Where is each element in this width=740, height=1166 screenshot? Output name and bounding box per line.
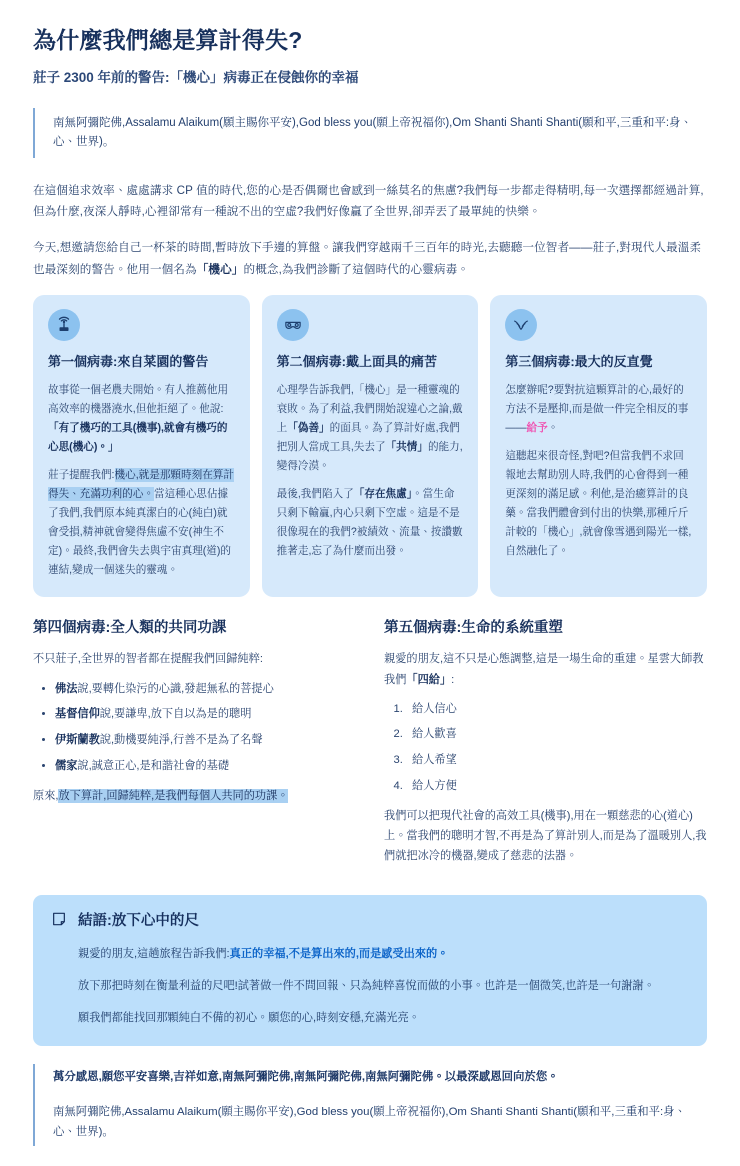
sprinkler-icon <box>48 309 80 341</box>
section-five <box>384 619 707 878</box>
conclusion-paragraph-1 <box>78 945 687 965</box>
bullet-1-term: 佛法 <box>55 682 78 695</box>
bullet-2-term: 基督信仰 <box>55 708 100 721</box>
list-item <box>55 732 356 749</box>
list-item: 3. 給人希望 <box>406 752 707 769</box>
opening-blockquote-text: 南無阿彌陀佛,Assalamu Alaikum(願主賜你平安),God bless you(願上帝祝福你),Om Shanti Shanti Shanti(願和平,三重和平:身、心、世界)。 <box>53 116 693 148</box>
section-four-title: 第四個病毒:全人類的共同功課 <box>33 619 227 636</box>
section-four-bullet-list <box>33 681 356 775</box>
virus-card-2-p1-e: 的能力,變得冷漠。 <box>276 441 463 473</box>
section-five-term-sigei: 「四給」 <box>406 673 452 686</box>
bullet-3-text: 說,動機要純淨,行善不是為了名聲 <box>99 734 263 747</box>
virus-card-2-paragraph-1 <box>277 381 464 476</box>
conclusion-p1-a: 親愛的朋友,這趟旅程告訴我們: <box>78 948 230 961</box>
section-four-closing-a: 原來, <box>33 789 59 802</box>
wings-icon <box>505 309 537 341</box>
bullet-4-term: 儒家 <box>55 759 78 772</box>
virus-card-3-paragraph-1 <box>505 381 692 438</box>
conclusion-header <box>51 911 687 932</box>
conclusion-p1-emphasis: 真正的幸福,不是算出來的,而是感受出來的。 <box>229 948 449 961</box>
virus-card-1-p1-quote: 「有了機巧的工具(機事),就會有機巧的心思(機心)。」 <box>48 422 228 454</box>
virus-card-2-paragraph-2 <box>277 485 464 561</box>
virus-card-1-title: 第一個病毒:來自菜園的警告 <box>48 354 209 370</box>
virus-card-1-paragraph-1 <box>48 381 235 457</box>
section-four-closing <box>33 786 356 806</box>
conclusion-paragraph-3: 願我們都能找回那顆純白不備的初心。願您的心,時刻安穩,充滿光亮。 <box>78 1011 420 1024</box>
page-title: 為什麼我們總是算計得失? <box>33 27 303 53</box>
section-five-lead-a: 親愛的朋友,這不只是心態調整,這是一場生命的重建。星雲大師教我們 <box>384 653 704 686</box>
section-four <box>33 619 356 878</box>
virus-card-2-term-weishan: 「偽善」 <box>287 422 330 434</box>
virus-card-1 <box>33 295 250 596</box>
conclusion-paragraph-2: 放下那把時刻在衡量利益的尺吧!試著做一件不問回報、只為純粹喜悅而做的小事。也許是一個微笑,也許是一句謝謝。 <box>78 979 655 992</box>
virus-card-grid <box>33 295 707 596</box>
virus-card-3-title: 第三個病毒:最大的反直覺 <box>505 354 653 370</box>
bullet-3-term: 伊斯蘭教 <box>55 734 100 747</box>
virus-card-2-p2-c: 。當生命只剩下輸贏,內心只剩下空虛。這是不是很像現在的我們?被績效、流量、按讚數推著走,忘了為什麼而出發。 <box>276 488 463 558</box>
virus-card-2 <box>262 295 479 596</box>
virus-card-3-paragraph-2: 這聽起來很奇怪,對吧?但當我們不求回報地去幫助別人時,我們的心會得到一種更深刻的滿足感。利他,是治癒算計的良藥。當我們體會到付出的快樂,那種斤斤計較的「機心」,就會像雪遇到陽光一樣,自然融化了。 <box>505 450 692 558</box>
virus-card-2-term-gongqing: 「共情」 <box>385 441 428 454</box>
intro-paragraph-2-part-a: 今天,想邀請您給自己一杯茶的時間,暫時放下手邊的算盤。讓我們穿越兩千三百年的時光,去聽聽一位智者——莊子,對現代人最溫柔也最深刻的警告。他用一個名為 <box>33 241 702 276</box>
virus-card-3-p1-a: 怎麼辦呢?要對抗這顆算計的心,最好的方法不是壓抑,而是做一件完全相反的事—— <box>505 383 689 434</box>
list-item <box>55 758 356 775</box>
virus-card-1-p2-a: 莊子提醒我們: <box>48 469 115 482</box>
mask-icon <box>277 309 309 341</box>
bullet-2-text: 說,要謙卑,放下自以為是的聰明 <box>99 708 252 721</box>
section-five-title: 第五個病毒:生命的系統重塑 <box>384 619 563 636</box>
section-five-lead-c: : <box>451 673 455 686</box>
virus-card-1-p2-b: 當這種心思佔據了我們,我們原本純真潔白的心(純白)就會受損,精神就會變得焦慮不安(神生不定)。最終,我們會失去與宇宙真理(道)的連結,變成一個迷失的靈魂。 <box>48 488 232 577</box>
virus-card-2-p1-a: 心理學告訴我們,「機心」是一種靈魂的衰敗。為了利益,我們開始說違心之論,戴上 <box>276 383 463 434</box>
list-item: 4. 給人方便 <box>406 778 707 795</box>
section-four-closing-highlight: 放下算計,回歸純粹,是我們每個人共同的功課。 <box>58 789 289 802</box>
list-item: 1. 給人信心 <box>406 701 707 718</box>
virus-card-2-p1-c: 的面具。為了算計好處,我們把別人當成工具,失去了 <box>276 422 460 454</box>
section-five-closing: 我們可以把現代社會的高效工具(機事),用在一顆慈悲的心(道心)上。當我們的聰明才智,不再是為了算計別人,而是為了溫暖別人,我們就把冰冷的機器,變成了慈悲的法器。 <box>384 809 707 863</box>
section-four-lead: 不只莊子,全世界的智者都在提醒我們回歸純粹: <box>33 653 263 666</box>
intro-term-jixin: 「機心」 <box>196 262 244 276</box>
footer-closing-quote: 南無阿彌陀佛,Assalamu Alaikum(願主賜你平安),God bless you(願上帝祝福你),Om Shanti Shanti Shanti(願和平,三重和平:身、心、世界)。 <box>53 1106 686 1138</box>
intro-paragraph-1: 在這個追求效率、處處講求 CP 值的時代,您的心是否偶爾也會感到一絲莫名的焦慮?我們每一步都走得精明,每一次選擇都經過計算,但為什麼,夜深人靜時,心裡卻常有一種說不出的空虛?我們好像贏了全世界,卻弄丟了最單純的快樂。 <box>33 183 704 219</box>
conclusion-callout <box>33 895 707 1046</box>
conclusion-body <box>51 945 687 1028</box>
bullet-4-text: 說,誠意正心,是和諧社會的基礎 <box>77 759 230 772</box>
virus-card-2-term-cunzai-jiaolv: 「存在焦慮」 <box>353 488 413 501</box>
section-five-lead <box>384 649 707 689</box>
bullet-1-text: 說,要轉化染污的心識,發起無私的菩提心 <box>77 682 274 695</box>
intro-paragraph-2 <box>33 237 707 280</box>
virus-card-1-highlight: 機心,就是那顆時刻在算計得失、充滿功利的心。 <box>48 469 234 501</box>
virus-card-1-p1-a: 故事從一個老農夫開始。有人推薦他用高效率的機器澆水,但他拒絕了。他說: <box>48 383 229 415</box>
opening-blockquote <box>33 108 707 158</box>
virus-card-3-p1-b: 。 <box>547 422 559 434</box>
intro-paragraph-2-part-c: 的概念,為我們診斷了這個時代的心靈病毒。 <box>243 262 470 276</box>
conclusion-title: 結語:放下心中的尺 <box>78 913 199 930</box>
virus-card-1-paragraph-2 <box>48 466 235 580</box>
virus-card-2-p2-a: 最後,我們陷入了 <box>276 488 354 501</box>
footer-blockquote <box>33 1064 707 1146</box>
note-icon <box>51 911 67 932</box>
list-item: 2. 給人歡喜 <box>406 726 707 743</box>
sections-four-five <box>33 619 707 878</box>
list-item <box>55 706 356 723</box>
virus-card-3 <box>490 295 707 596</box>
virus-card-2-title: 第二個病毒:戴上面具的痛苦 <box>276 354 438 370</box>
footer-blessing: 萬分感恩,願您平安喜樂,吉祥如意,南無阿彌陀佛,南無阿彌陀佛,南無阿彌陀佛。以最深感恩回向於您。 <box>53 1071 559 1084</box>
list-item <box>55 681 356 698</box>
virus-card-3-accent-giving: 給予 <box>526 422 548 434</box>
section-five-numbered-list <box>384 701 707 795</box>
page-subtitle: 莊子 2300 年前的警告:「機心」病毒正在侵蝕你的幸福 <box>33 69 359 85</box>
